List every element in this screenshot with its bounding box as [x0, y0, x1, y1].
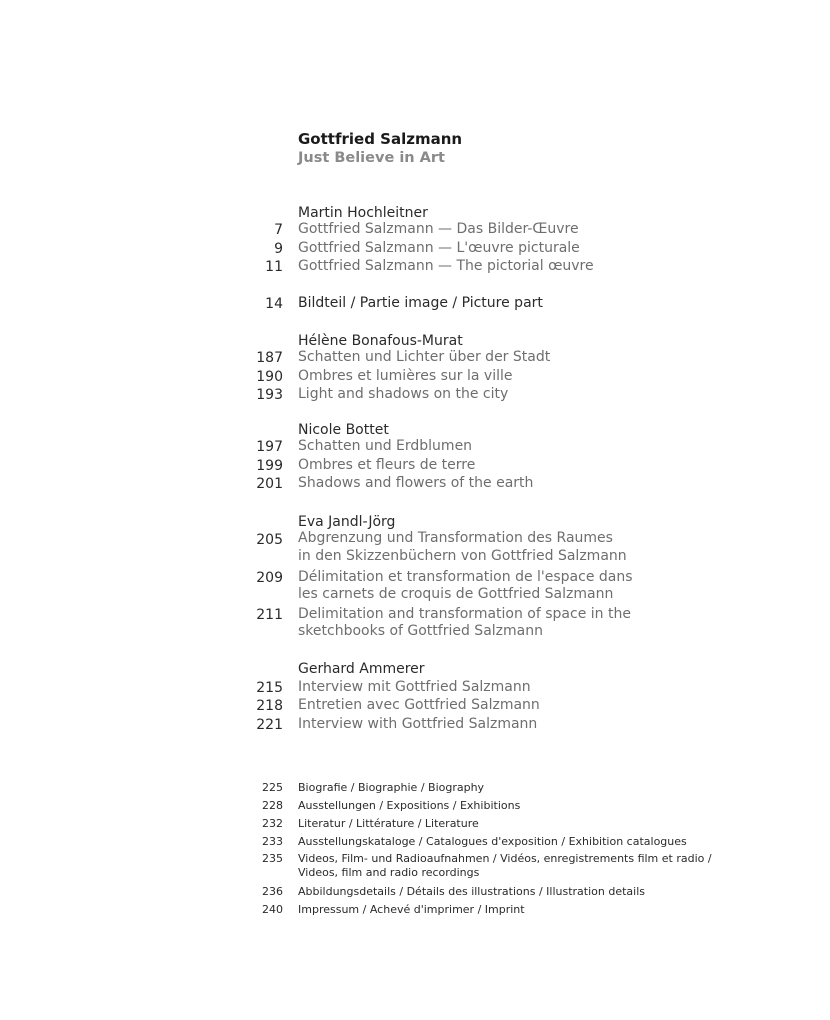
entry-title-line2: Videos, film and radio recordings: [298, 866, 480, 879]
entry-title-line1: Délimitation et transformation de l'espace dans: [298, 569, 633, 585]
page-number: 209: [256, 570, 283, 586]
page-number: 236: [262, 885, 283, 898]
section-author: Nicole Bottet: [298, 422, 389, 438]
entry-title: Impressum / Achevé d'imprimer / Imprint: [298, 903, 525, 916]
page-number: 187: [256, 350, 283, 366]
page-number: 197: [256, 439, 283, 455]
page-number: 225: [262, 781, 283, 794]
entry-title: Abbildungsdetails / Détails des illustrations / Illustration details: [298, 885, 645, 898]
page-number: 235: [262, 852, 283, 865]
section-author: Eva Jandl-Jörg: [298, 514, 396, 530]
entry-title-line1: Videos, Film- und Radioaufnahmen / Vidéos, enregistrements film et radio /: [298, 852, 712, 865]
section-author: Martin Hochleitner: [298, 205, 428, 221]
page-number: 193: [256, 387, 283, 403]
entry-title-line2: in den Skizzenbüchern von Gottfried Salzmann: [298, 548, 627, 564]
entry-title: Gottfried Salzmann — Das Bilder-Œuvre: [298, 221, 579, 237]
book-subtitle: Just Believe in Art: [298, 150, 445, 166]
entry-title: Schatten und Erdblumen: [298, 438, 473, 454]
page-number: 215: [256, 680, 283, 696]
entry-title-line1: Delimitation and transformation of space in the: [298, 606, 631, 622]
entry-title: Ombres et fleurs de terre: [298, 457, 476, 473]
entry-title-line1: Abgrenzung und Transformation des Raumes: [298, 530, 613, 546]
entry-title-line2: les carnets de croquis de Gottfried Salzmann: [298, 586, 614, 602]
page-number: 190: [256, 369, 283, 385]
entry-title: Biografie / Biographie / Biography: [298, 781, 485, 794]
title-block: [298, 130, 462, 168]
entry-title: Shadows and flowers of the earth: [298, 475, 534, 491]
page-number: 14: [265, 296, 283, 312]
section-author: Gerhard Ammerer: [298, 661, 425, 677]
page-number: 205: [256, 532, 283, 548]
page-number: 232: [262, 817, 283, 830]
entry-title: Gottfried Salzmann — The pictorial œuvre: [298, 258, 594, 274]
entry-title: Ombres et lumières sur la ville: [298, 368, 513, 384]
entry-title: Ausstellungen / Expositions / Exhibitions: [298, 799, 521, 812]
page-number: 11: [265, 259, 283, 275]
page-number: 7: [274, 222, 283, 238]
page-number: 201: [256, 476, 283, 492]
page-number: 228: [262, 799, 283, 812]
page-number: 233: [262, 835, 283, 848]
entry-title: Light and shadows on the city: [298, 386, 509, 402]
entry-title: Interview mit Gottfried Salzmann: [298, 679, 531, 695]
page-number: 211: [256, 607, 283, 623]
entry-title: Schatten und Lichter über der Stadt: [298, 349, 551, 365]
page-number: 240: [262, 903, 283, 916]
page-number: 218: [256, 698, 283, 714]
entry-title: Entretien avec Gottfried Salzmann: [298, 697, 540, 713]
entry-title: Gottfried Salzmann — L'œuvre picturale: [298, 240, 580, 256]
entry-title: Interview with Gottfried Salzmann: [298, 716, 538, 732]
entry-title: Bildteil / Partie image / Picture part: [298, 295, 543, 311]
page-number: 199: [256, 458, 283, 474]
entry-title-line2: sketchbooks of Gottfried Salzmann: [298, 623, 543, 639]
book-title: Gottfried Salzmann: [298, 130, 463, 148]
page-number: 9: [274, 241, 283, 257]
page-number: 221: [256, 717, 283, 733]
entry-title: Literatur / Littérature / Literature: [298, 817, 479, 830]
entry-title: Ausstellungskataloge / Catalogues d'exposition / Exhibition catalogues: [298, 835, 687, 848]
section-author: Hélène Bonafous-Murat: [298, 333, 463, 349]
